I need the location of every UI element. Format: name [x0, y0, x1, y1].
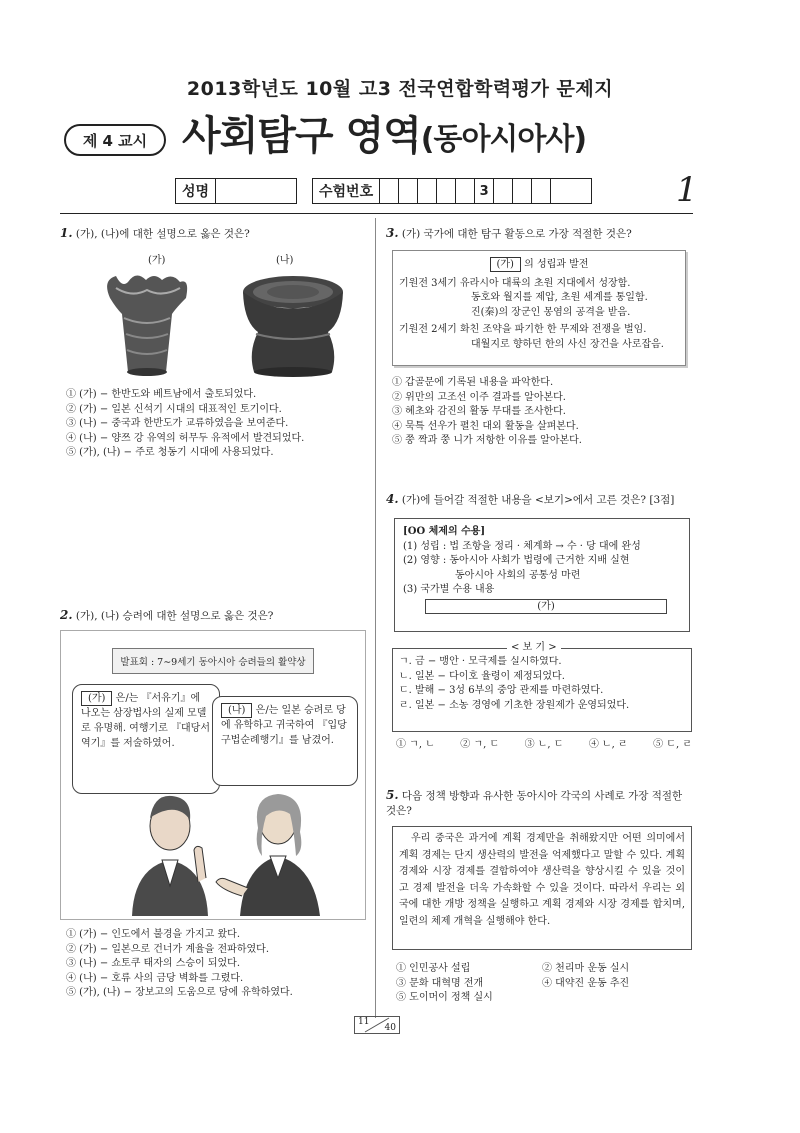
name-label: 성명 — [176, 179, 216, 203]
students-illustration — [110, 786, 350, 916]
q3-line: 기원전 3세기 유라시아 대륙의 초원 지대에서 성장함. — [399, 277, 631, 289]
period-badge: 제 4 교시 — [64, 124, 166, 156]
q2-option[interactable]: ④ (나) − 호류 사의 금당 벽화를 그렸다. — [66, 972, 244, 984]
question-3 — [386, 226, 696, 242]
q4-line: (3) 국가별 수용 내용 — [403, 584, 495, 595]
question-4 — [386, 492, 696, 508]
q2-text: (가), (나) 승려에 대한 설명으로 옳은 것은? — [75, 610, 274, 622]
q5-option[interactable]: ⑤ 도이머이 정책 실시 — [396, 992, 493, 1003]
q4-line: 동아시아 사회의 공통성 마련 — [455, 569, 581, 581]
page-counter-current: 11 — [358, 1017, 370, 1027]
q2-bubble-right — [212, 696, 358, 786]
q2-bubble-left — [72, 684, 220, 794]
q5-option[interactable]: ② 천리마 운동 실시 — [542, 963, 630, 974]
page-counter — [354, 1016, 400, 1034]
question-1 — [60, 226, 370, 242]
q2-option[interactable]: ① (가) − 인도에서 불경을 가지고 왔다. — [66, 929, 241, 940]
q4-bogi-item: ㄴ. 일본 − 다이호 율령이 제정되었다. — [399, 670, 565, 682]
bronze-drum-image — [238, 272, 348, 378]
q2-number: 2. — [60, 608, 73, 622]
q4-box-title: [OO 체제의 수용] — [403, 526, 486, 537]
q4-box — [394, 518, 690, 632]
q4-text: (가)에 들어갈 적절한 내용을 <보기>에서 고른 것은? [3점] — [401, 494, 675, 506]
q2-bubble-left-text: 은/는 『서유기』에 나오는 삼장법사의 실제 모델로 유명해. 여행기로 『대당서역기』를 저술하였어. — [81, 693, 210, 749]
q3-box — [392, 250, 686, 366]
q3-line: 대월지로 향하던 한의 사신 장건을 사로잡음. — [471, 338, 664, 350]
q1-number: 1. — [60, 226, 73, 240]
q4-answer[interactable]: ① ㄱ, ㄴ — [396, 739, 435, 750]
q4-blank: (가) — [425, 599, 667, 614]
q1-option[interactable]: ④ (나) − 양쯔 강 유역의 허무두 유적에서 발견되었다. — [66, 432, 305, 444]
q1-option[interactable]: ② (가) − 일본 신석기 시대의 대표적인 토기이다. — [66, 403, 282, 415]
q3-option[interactable]: ① 갑골문에 기록된 내용을 파악한다. — [392, 377, 554, 388]
q1-label-ga: (가) — [148, 255, 166, 266]
q3-options — [392, 376, 582, 449]
flame-pottery-image — [92, 268, 202, 380]
subject-main: 사회탐구 영역 — [182, 113, 421, 159]
question-2 — [60, 608, 370, 624]
q3-option[interactable]: ③ 혜초와 감진의 활동 무대를 조사한다. — [392, 406, 566, 417]
q5-options-right — [542, 962, 629, 991]
name-field[interactable] — [175, 178, 297, 204]
exam-number-field[interactable] — [312, 178, 592, 204]
q1-text: (가), (나)에 대한 설명으로 옳은 것은? — [75, 228, 250, 240]
q1-option[interactable]: ③ (나) − 중국과 한반도가 교류하였음을 보여준다. — [66, 418, 289, 429]
subject-title — [182, 104, 586, 161]
q4-answer[interactable]: ② ㄱ, ㄷ — [460, 739, 500, 750]
q1-label-na: (나) — [276, 255, 294, 266]
q4-answer[interactable]: ③ ㄴ, ㄷ — [524, 739, 564, 750]
q1-options — [66, 388, 304, 461]
q3-line: 기원전 2세기 화친 조약을 파기한 한 무제와 전쟁을 벌임. — [399, 324, 647, 335]
q4-answers — [396, 738, 692, 753]
q4-bogi-item: ㄹ. 일본 − 소농 경영에 기초한 장원제가 운영되었다. — [399, 699, 630, 711]
q1-option[interactable]: ⑤ (가), (나) − 주로 청동기 시대에 사용되었다. — [66, 447, 274, 458]
q4-answer[interactable]: ④ ㄴ, ㄹ — [588, 739, 628, 750]
q2-option[interactable]: ② (가) − 일본으로 건너가 계율을 전파하였다. — [66, 943, 269, 955]
exam-number-digit: 3 — [475, 179, 494, 203]
q5-number: 5. — [386, 788, 399, 802]
q2-option[interactable]: ⑤ (가), (나) − 장보고의 도움으로 당에 유학하였다. — [66, 987, 293, 998]
q4-bogi-item: ㄱ. 금 − 맹안 · 모극제를 실시하였다. — [399, 656, 562, 667]
exam-title: 2013학년도 10월 고3 전국연합학력평가 문제지 — [186, 78, 614, 100]
q3-option[interactable]: ② 위만의 고조선 이주 결과를 알아본다. — [392, 391, 566, 403]
q2-option[interactable]: ③ (나) − 쇼토쿠 태자의 스승이 되었다. — [66, 958, 241, 969]
q2-banner: 발표회 : 7∼9세기 동아시아 승려들의 활약상 — [112, 648, 314, 674]
question-5 — [386, 788, 694, 819]
q4-bogi-title: < 보 기 > — [507, 641, 561, 656]
q3-text: (가) 국가에 대한 탐구 활동으로 가장 적절한 것은? — [401, 228, 632, 240]
header-divider — [60, 213, 693, 214]
q2-tag-ga: (가) — [81, 691, 112, 706]
q3-box-tag: (가) — [490, 257, 521, 272]
q5-option[interactable]: ④ 대약진 운동 추진 — [542, 977, 630, 989]
q3-line: 동호와 월지를 제압, 초원 세계를 통일함. — [471, 292, 648, 303]
q3-number: 3. — [386, 226, 399, 240]
q4-bogi-box — [392, 642, 692, 732]
column-divider — [375, 218, 376, 1018]
q5-options-left — [396, 962, 493, 1006]
q4-line: (2) 영향 : 동아시아 사회가 법령에 근거한 지배 실현 — [403, 555, 630, 566]
q3-option[interactable]: ④ 묵특 선우가 펼친 대외 활동을 살펴본다. — [392, 420, 579, 432]
subject-sub: (동아시아사) — [420, 122, 587, 157]
q5-option[interactable]: ③ 문화 대혁명 전개 — [396, 977, 484, 989]
q1-option[interactable]: ① (가) − 한반도와 베트남에서 출토되었다. — [66, 389, 257, 400]
q3-line: 진(秦)의 장군인 몽염의 공격을 받음. — [471, 306, 631, 318]
page-number: 1 — [676, 170, 698, 210]
exam-number-label: 수험번호 — [313, 179, 380, 203]
q5-text: 다음 정책 방향과 유사한 동아시아 각국의 사례로 가장 적절한 것은? — [386, 790, 683, 817]
q2-options — [66, 928, 293, 1001]
q2-tag-na: (나) — [221, 703, 252, 718]
q5-option[interactable]: ① 인민공사 설립 — [396, 963, 471, 974]
q3-option[interactable]: ⑤ 쭝 짝과 쭝 니가 저항한 이유를 알아본다. — [392, 435, 582, 446]
q2-bubble-right-text: 은/는 일본 승려로 당에 유학하고 귀국하여 『입당구법순례행기』를 남겼어. — [221, 705, 347, 746]
q5-passage: 우리 중국은 과거에 계획 경제만을 취해왔지만 어떤 의미에서 계획 경제는 단지 생산력의 발전을 억제했다고 말할 수 있다. 계획 경제와 시장 경제를 결합하여야 생산력을 향상시킬 수 있을 것이고 경제 발전을 더욱 가속화할 수 있을 것이다. 따라서 우리는 외국에 대한 개방 정책을 실행하고 계획 경제와 시장 경제를 합치며, 일련의 체제 개혁을 실행해야 한다. — [399, 833, 685, 927]
q4-answer[interactable]: ⑤ ㄷ, ㄹ — [653, 739, 692, 750]
q4-line: (1) 성립 : 법 조항을 정리 · 체계화 → 수 · 당 대에 완성 — [403, 540, 641, 552]
q4-bogi-item: ㄷ. 발해 − 3성 6부의 중앙 관제를 마련하였다. — [399, 685, 604, 696]
q5-passage-box — [392, 826, 692, 950]
q3-box-title: 의 성립과 발전 — [524, 259, 589, 270]
q4-number: 4. — [386, 492, 399, 506]
page-counter-total: 40 — [384, 1023, 396, 1033]
